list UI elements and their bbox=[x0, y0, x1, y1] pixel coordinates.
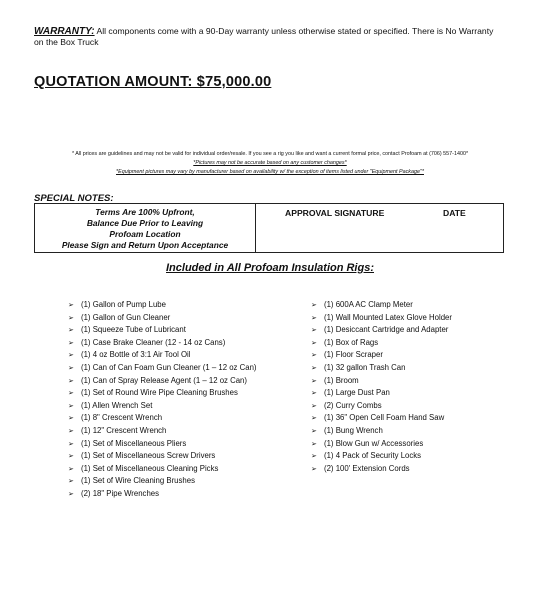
list-item-text: (1) Allen Wrench Set bbox=[81, 400, 153, 410]
arrow-bullet-icon: ➢ bbox=[68, 364, 74, 372]
list-item bbox=[68, 438, 257, 451]
arrow-bullet-icon: ➢ bbox=[68, 402, 74, 410]
list-item-text: (1) 32 gallon Trash Can bbox=[324, 362, 406, 372]
list-item bbox=[311, 299, 452, 312]
arrow-bullet-icon: ➢ bbox=[68, 339, 74, 347]
arrow-bullet-icon: ➢ bbox=[68, 302, 74, 309]
list-item-text: (1) 36" Open Cell Foam Hand Saw bbox=[324, 413, 445, 423]
arrow-bullet-icon: ➢ bbox=[311, 339, 317, 347]
list-item-text: (1) Bung Wrench bbox=[324, 425, 383, 435]
list-item-text: (1) Set of Miscellaneous Screw Drivers bbox=[81, 451, 216, 461]
arrow-bullet-icon: ➢ bbox=[311, 465, 317, 473]
list-item bbox=[311, 400, 452, 413]
terms-line: Terms Are 100% Upfront, bbox=[95, 207, 195, 217]
list-item bbox=[68, 450, 257, 463]
list-item bbox=[311, 375, 452, 388]
list-item-text: (1) Can of Spray Release Agent (1 – 12 oz Can) bbox=[81, 375, 247, 385]
list-item-text: (1) Set of Miscellaneous Cleaning Picks bbox=[81, 463, 219, 473]
list-item bbox=[68, 299, 257, 312]
list-item-text: (1) Floor Scraper bbox=[324, 350, 383, 360]
list-item-text: (1) 600A AC Clamp Meter bbox=[324, 300, 413, 309]
list-item-text: (1) Case Brake Cleaner (12 - 14 oz Cans) bbox=[81, 337, 226, 347]
approval-signature-label: APPROVAL SIGNATURE bbox=[285, 208, 385, 218]
list-item bbox=[68, 488, 257, 501]
arrow-bullet-icon: ➢ bbox=[68, 390, 74, 398]
list-item bbox=[311, 337, 452, 350]
list-item bbox=[311, 387, 452, 400]
arrow-bullet-icon: ➢ bbox=[311, 440, 317, 448]
list-item bbox=[311, 438, 452, 451]
arrow-bullet-icon: ➢ bbox=[68, 314, 74, 322]
arrow-bullet-icon: ➢ bbox=[311, 352, 317, 360]
list-item-text: (1) Blow Gun w/ Accessories bbox=[324, 438, 424, 448]
list-item bbox=[68, 337, 257, 350]
arrow-bullet-icon: ➢ bbox=[68, 440, 74, 448]
arrow-bullet-icon: ➢ bbox=[68, 377, 74, 385]
terms-line: Balance Due Prior to Leaving bbox=[86, 218, 204, 228]
list-item-text: (2) 100' Extension Cords bbox=[324, 463, 410, 473]
terms-cell bbox=[35, 204, 256, 252]
list-item-text: (1) Wall Mounted Latex Glove Holder bbox=[324, 312, 452, 322]
arrow-bullet-icon: ➢ bbox=[68, 453, 74, 461]
list-item bbox=[311, 450, 452, 463]
arrow-bullet-icon: ➢ bbox=[68, 352, 74, 360]
arrow-bullet-icon: ➢ bbox=[68, 490, 74, 498]
list-item bbox=[68, 400, 257, 413]
list-item bbox=[311, 312, 452, 325]
arrow-bullet-icon: ➢ bbox=[311, 390, 317, 398]
arrow-bullet-icon: ➢ bbox=[311, 327, 317, 335]
list-item bbox=[68, 463, 257, 476]
list-item-text: (1) Set of Wire Cleaning Brushes bbox=[81, 476, 195, 486]
list-item-text: (1) Squeeze Tube of Lubricant bbox=[81, 325, 186, 335]
quotation-amount: QUOTATION AMOUNT: $75,000.00 bbox=[34, 74, 272, 90]
arrow-bullet-icon: ➢ bbox=[68, 427, 74, 435]
list-item bbox=[311, 324, 452, 337]
list-item bbox=[68, 425, 257, 438]
disclaimer-line-equipment: *Equipment pictures may vary by manufacturer based on availability w/ the exception of items listed under "Equipment Package"* bbox=[116, 169, 424, 175]
arrow-bullet-icon: ➢ bbox=[311, 377, 317, 385]
arrow-bullet-icon: ➢ bbox=[68, 465, 74, 473]
arrow-bullet-icon: ➢ bbox=[311, 402, 317, 410]
list-item bbox=[311, 412, 452, 425]
signature-table bbox=[34, 203, 504, 253]
pricing-disclaimer bbox=[20, 150, 520, 177]
disclaimer-line-prices: * All prices are guidelines and may not be valid for individual order/resale. If you see a rig you like and want a current formal price, contact Profoam at (706) 557-1400* bbox=[71, 151, 469, 157]
date-label: DATE bbox=[443, 208, 466, 218]
list-item bbox=[68, 475, 257, 488]
disclaimer-line-pictures: *Pictures may not be accurate based on any customer changes* bbox=[193, 160, 347, 166]
terms-line: Please Sign and Return Upon Acceptance bbox=[61, 240, 229, 250]
arrow-bullet-icon: ➢ bbox=[311, 427, 317, 435]
list-item bbox=[68, 375, 257, 388]
included-items-right-column bbox=[311, 299, 452, 475]
list-item-text: (1) Gallon of Gun Cleaner bbox=[81, 312, 171, 322]
arrow-bullet-icon: ➢ bbox=[68, 327, 74, 335]
list-item bbox=[68, 324, 257, 337]
list-item-text: (2) Curry Combs bbox=[324, 400, 382, 410]
list-item-text: (2) 18" Pipe Wrenches bbox=[81, 488, 160, 498]
arrow-bullet-icon: ➢ bbox=[311, 364, 317, 372]
arrow-bullet-icon: ➢ bbox=[311, 302, 317, 309]
included-heading-text: Included in All Profoam Insulation Rigs: bbox=[166, 262, 374, 274]
arrow-bullet-icon: ➢ bbox=[311, 453, 317, 461]
special-notes-heading: SPECIAL NOTES: bbox=[34, 193, 114, 204]
list-item bbox=[68, 349, 257, 362]
list-item-text: (1) Can of Can Foam Gun Cleaner (1 – 12 oz Can) bbox=[81, 362, 257, 372]
list-item-text: (1) Box of Rags bbox=[324, 337, 379, 347]
list-item-text: (1) Desiccant Cartridge and Adapter bbox=[324, 325, 449, 335]
list-item-text: (1) 8" Crescent Wrench bbox=[81, 413, 163, 423]
list-item bbox=[68, 362, 257, 375]
list-item bbox=[68, 312, 257, 325]
list-item-text: (1) 4 Pack of Security Locks bbox=[324, 451, 422, 461]
list-item-text: (1) 4 oz Bottle of 3:1 Air Tool Oil bbox=[81, 350, 191, 360]
warranty-label: WARRANTY: bbox=[34, 26, 95, 37]
list-item-text: (1) Set of Miscellaneous Pliers bbox=[81, 438, 187, 448]
list-item bbox=[311, 349, 452, 362]
arrow-bullet-icon: ➢ bbox=[311, 415, 317, 423]
list-item bbox=[68, 387, 257, 400]
list-item bbox=[68, 412, 257, 425]
terms-line: Profoam Location bbox=[109, 229, 181, 239]
warranty-text: All components come with a 90-Day warranty unless otherwise stated or specified. There is No Warranty on the Box Truck bbox=[34, 26, 494, 47]
list-item-text: (1) 12" Crescent Wrench bbox=[81, 425, 167, 435]
arrow-bullet-icon: ➢ bbox=[311, 314, 317, 322]
included-items-left-column bbox=[68, 299, 257, 501]
warranty-paragraph bbox=[34, 26, 504, 48]
list-item bbox=[311, 463, 452, 476]
list-item bbox=[311, 425, 452, 438]
list-item bbox=[311, 362, 452, 375]
arrow-bullet-icon: ➢ bbox=[68, 415, 74, 423]
arrow-bullet-icon: ➢ bbox=[68, 478, 74, 486]
list-item-text: (1) Set of Round Wire Pipe Cleaning Brushes bbox=[81, 388, 238, 398]
included-heading bbox=[0, 262, 540, 274]
list-item-text: (1) Large Dust Pan bbox=[324, 388, 390, 398]
list-item-text: (1) Gallon of Pump Lube bbox=[81, 300, 166, 309]
list-item-text: (1) Broom bbox=[324, 375, 359, 385]
